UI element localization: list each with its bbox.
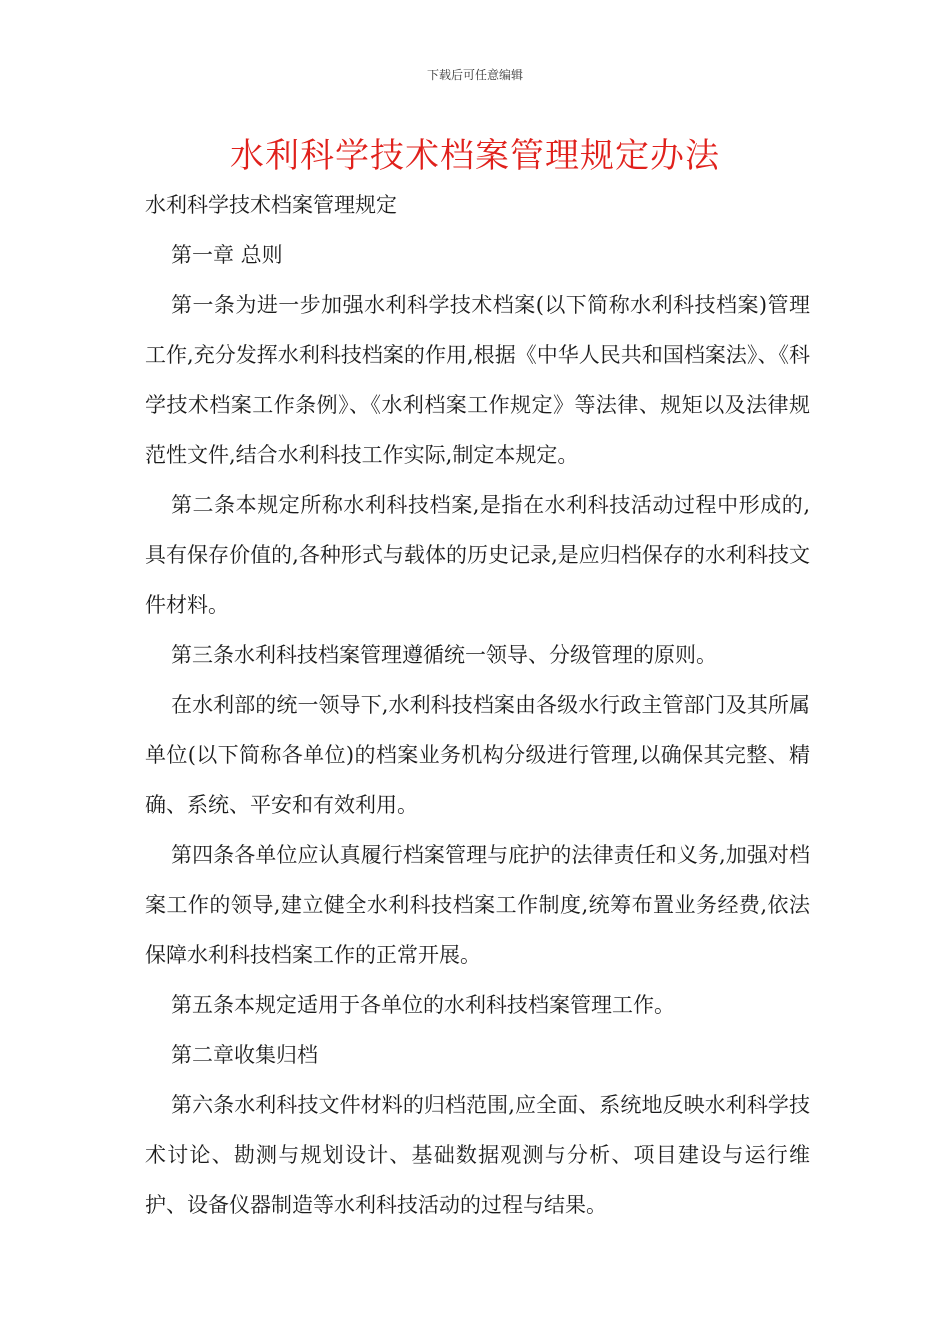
- article-paragraph: 第二条本规定所称水利科技档案,是指在水利科技活动过程中形成的,具有保存价值的,各种形式与载体的历史记录,是应归档保存的水利科技文件材料。: [145, 493, 810, 617]
- article-paragraph: 第五条本规定适用于各单位的水利科技档案管理工作。: [171, 993, 675, 1017]
- page-header-note: 下载后可任意编辑: [426, 68, 523, 82]
- subtitle-paragraph: 水利科学技术档案管理规定: [145, 193, 397, 217]
- chapter-heading: 第二章收集归档: [171, 1043, 318, 1067]
- article-paragraph: 在水利部的统一领导下,水利科技档案由各级水行政主管部门及其所属单位(以下简称各单位)的档案业务机构分级进行管理,以确保其完整、精确、系统、平安和有效利用。: [145, 693, 810, 817]
- chapter-heading: 第一章 总则: [171, 243, 283, 267]
- document-body: [145, 180, 810, 1230]
- article-paragraph: 第一条为进一步加强水利科学技术档案(以下简称水利科技档案)管理工作,充分发挥水利科技档案的作用,根据《中华人民共和国档案法》、《科学技术档案工作条例》、《水利档案工作规定》等法律、规矩以及法律规范性文件,结合水利科技工作实际,制定本规定。: [145, 293, 810, 467]
- article-paragraph: 第六条水利科技文件材料的归档范围,应全面、系统地反映水利科学技术讨论、勘测与规划设计、基础数据观测与分析、项目建设与运行维护、设备仪器制造等水利科技活动的过程与结果。: [145, 1093, 810, 1217]
- document-title: 水利科学技术档案管理规定办法: [230, 136, 720, 176]
- article-paragraph: 第四条各单位应认真履行档案管理与庇护的法律责任和义务,加强对档案工作的领导,建立健全水利科技档案工作制度,统筹布置业务经费,依法保障水利科技档案工作的正常开展。: [145, 843, 810, 967]
- article-paragraph: 第三条水利科技档案管理遵循统一领导、分级管理的原则。: [171, 643, 717, 667]
